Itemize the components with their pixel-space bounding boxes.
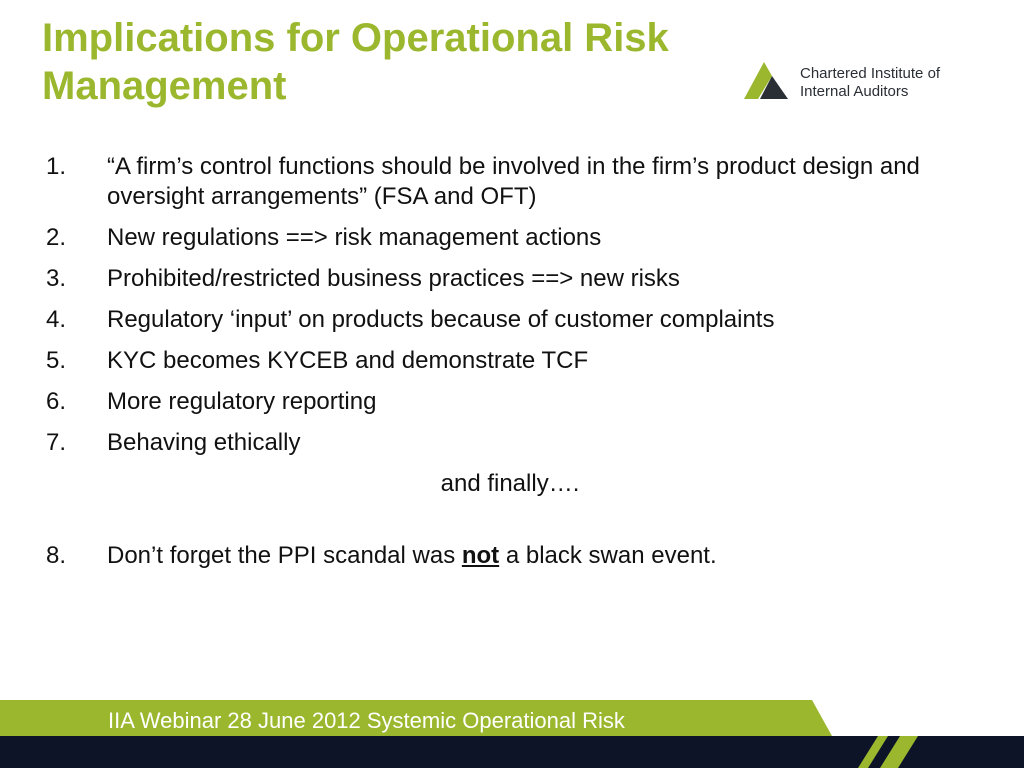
list-item	[46, 152, 986, 212]
list-item-number: 2.	[46, 224, 67, 251]
list-spacer	[46, 510, 986, 541]
list-item-number: 7.	[46, 429, 67, 456]
list-item-text-before: Don’t forget the PPI scandal was	[107, 542, 462, 569]
list-item-text: New regulations ==> risk management actions	[107, 224, 602, 251]
list-item	[46, 223, 986, 253]
list-item	[46, 346, 986, 376]
list-item-text: More regulatory reporting	[107, 388, 377, 415]
list-item	[46, 428, 986, 458]
list-item-text: KYC becomes KYCEB and demonstrate TCF	[107, 347, 589, 374]
list-item-number: 3.	[46, 265, 67, 292]
list-item-number: 6.	[46, 388, 67, 415]
footer-text: IIA Webinar 28 June 2012 Systemic Operational Risk	[108, 708, 625, 733]
list-item-final	[46, 541, 986, 571]
list-item-number: 1.	[46, 153, 67, 180]
logo-line1: Chartered Institute of	[800, 65, 941, 82]
numbered-list	[46, 152, 986, 582]
interlude-text: and finally….	[440, 470, 580, 497]
emphasis-word: not	[461, 542, 500, 569]
list-item-text: “A firm’s control functions should be involved in the firm’s product design and oversight arrangements” (FSA and OFT)	[107, 153, 920, 210]
list-item-number: 8.	[46, 542, 67, 569]
footer-band	[0, 700, 1024, 768]
list-item	[46, 387, 986, 417]
slide-title-line2: Management	[42, 64, 287, 108]
list-item-text: Behaving ethically	[107, 429, 301, 456]
list-item-text: Regulatory ‘input’ on products because of customer complaints	[107, 306, 775, 333]
logo-text	[800, 65, 940, 101]
slide-title-line1: Implications for Operational Risk	[42, 16, 669, 60]
logo-line2: Internal Auditors	[800, 83, 909, 100]
list-item-text-after: a black swan event.	[499, 542, 717, 569]
triangle-logo-icon	[742, 56, 794, 102]
slide-title	[42, 14, 802, 110]
organization-logo	[742, 56, 972, 106]
list-item	[46, 264, 986, 294]
list-item-number: 4.	[46, 306, 67, 333]
list-item-text: Prohibited/restricted business practices ==> new risks	[107, 265, 680, 292]
list-item-number: 5.	[46, 347, 67, 374]
list-item	[46, 305, 986, 335]
